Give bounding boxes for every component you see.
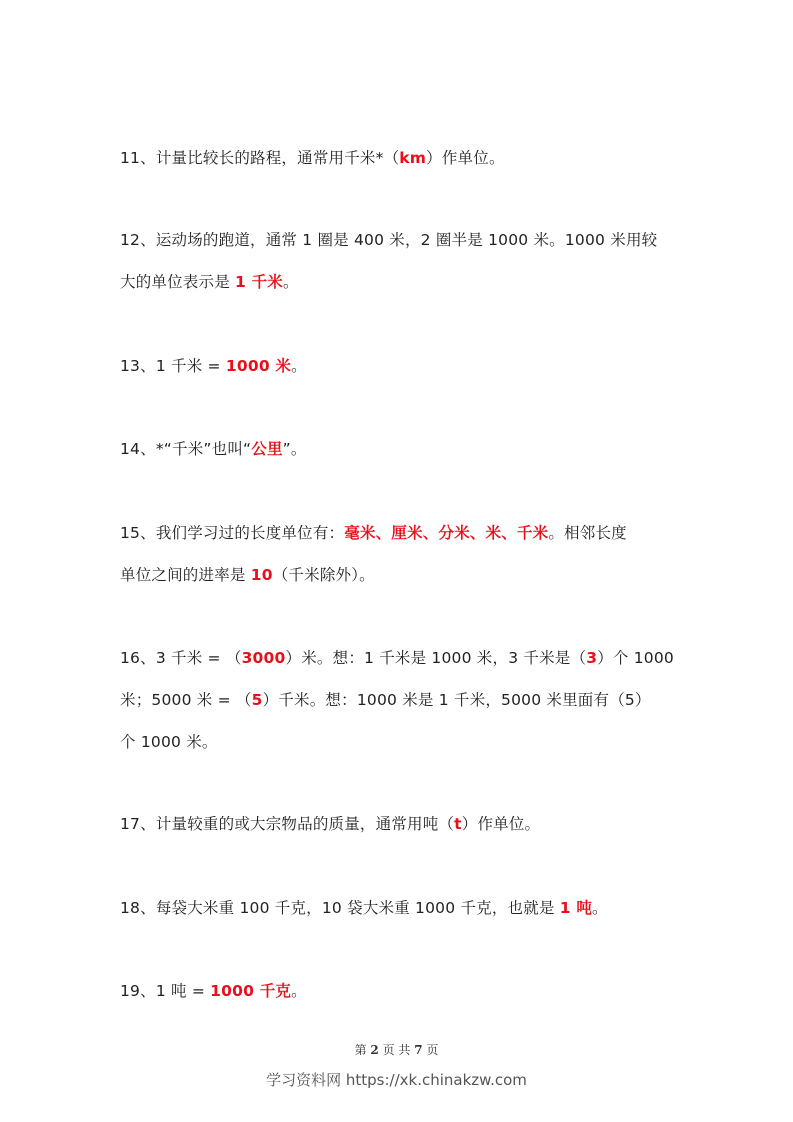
item-17 xyxy=(120,803,680,845)
page-number-middle: 页 共 xyxy=(378,1043,415,1057)
item-line xyxy=(120,137,680,179)
answer-text: 1 千米 xyxy=(235,273,284,291)
item-14 xyxy=(120,428,680,470)
item-line xyxy=(120,679,680,721)
item-text: （千米除外）。 xyxy=(272,566,375,584)
item-line xyxy=(120,637,680,679)
item-text: ）米。想：1 千米是 1000 米，3 千米是（ xyxy=(285,649,587,667)
item-text: 11、计量比较长的路程，通常用千米*（ xyxy=(120,149,400,167)
item-text: 单位之间的进率是 xyxy=(120,566,251,584)
item-line xyxy=(120,261,680,303)
answer-text: 10 xyxy=(250,566,273,584)
answer-text: 3 xyxy=(586,649,598,667)
item-text: 15、我们学习过的长度单位有： xyxy=(120,524,345,542)
item-text: ）作单位。 xyxy=(426,149,505,167)
item-text: 。相邻长度 xyxy=(548,524,627,542)
item-text: 12、运动场的跑道，通常 1 圈是 400 米，2 圈半是 1000 米。1000 米用较 xyxy=(120,231,658,249)
answer-text: 5 xyxy=(251,691,263,709)
page-number xyxy=(0,1041,793,1058)
item-text: 米；5000 米 = （ xyxy=(120,691,252,709)
item-line xyxy=(120,554,680,596)
item-text: ）千米。想：1000 米是 1 千米，5000 米里面有（5） xyxy=(262,691,651,709)
item-text: 。 xyxy=(592,899,608,917)
item-text: 16、3 千米 = （ xyxy=(120,649,242,667)
item-12 xyxy=(120,219,680,303)
answer-text: 1000 千克 xyxy=(210,982,292,1000)
site-watermark: 学习资料网 https://xk.chinakzw.com xyxy=(266,1071,527,1089)
item-text: ）个 1000 xyxy=(597,649,674,667)
answer-text: 1 吨 xyxy=(559,899,593,917)
current-page: 2 xyxy=(370,1043,379,1057)
answer-text: km xyxy=(399,149,427,167)
item-13 xyxy=(120,345,680,387)
page-number-suffix: 页 xyxy=(422,1043,439,1057)
item-text: 大的单位表示是 xyxy=(120,273,236,291)
answer-text: 1000 米 xyxy=(225,357,292,375)
item-line xyxy=(120,512,680,554)
item-text: 17、计量较重的或大宗物品的质量，通常用吨（ xyxy=(120,815,455,833)
item-line xyxy=(120,970,680,1012)
item-text: 13、1 千米 = xyxy=(120,357,226,375)
page-number-prefix: 第 xyxy=(354,1043,371,1057)
item-18 xyxy=(120,887,680,929)
item-19 xyxy=(120,970,680,1012)
item-16 xyxy=(120,637,680,763)
total-pages: 7 xyxy=(414,1043,423,1057)
item-text: 14、*“千米”也叫“ xyxy=(120,440,252,458)
answer-text: 毫米、厘米、分米、米、千米 xyxy=(344,524,549,542)
item-line xyxy=(120,803,680,845)
item-text: 。 xyxy=(283,273,299,291)
item-text: 个 1000 米。 xyxy=(120,733,218,751)
answer-text: 3000 xyxy=(241,649,286,667)
item-11 xyxy=(120,137,680,179)
item-text: 。 xyxy=(291,357,307,375)
item-text: ”。 xyxy=(282,440,307,458)
item-text: 18、每袋大米重 100 千克，10 袋大米重 1000 千克，也就是 xyxy=(120,899,560,917)
item-line xyxy=(120,428,680,470)
answer-text: t xyxy=(454,815,462,833)
item-line xyxy=(120,219,680,261)
item-line xyxy=(120,345,680,387)
item-15 xyxy=(120,512,680,596)
item-text: 。 xyxy=(291,982,307,1000)
answer-text: 公里 xyxy=(251,440,283,458)
item-text: ）作单位。 xyxy=(461,815,541,833)
item-text: 19、1 吨 = xyxy=(120,982,211,1000)
item-line xyxy=(120,721,680,763)
item-line xyxy=(120,887,680,929)
